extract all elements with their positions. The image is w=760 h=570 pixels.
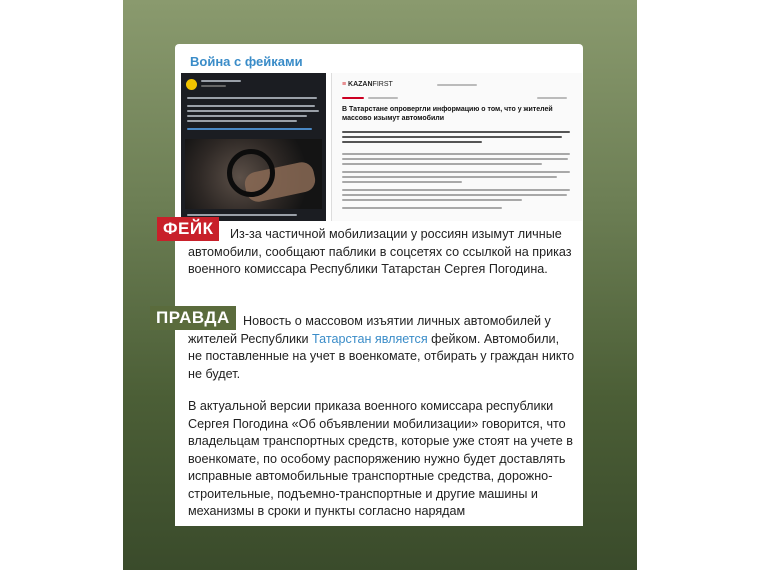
channel-title[interactable]: Война с фейками	[190, 54, 303, 69]
truth-paragraph: Новость о массовом изъятии личных автомобилей у жителей Республики Татарстан является фейком. Автомобили, не поставленные на учет в военкомате, отбирать у граждан никто не будет.	[188, 314, 575, 381]
kazanfirst-screenshot	[331, 73, 582, 221]
kazanfirst-headline[interactable]: В Татарстане опровергли информацию о том, что у жителей массово изымут автомобили	[342, 106, 553, 122]
driver-photo	[185, 139, 322, 209]
kazanfirst-logo: ≡ KAZANFIRST	[342, 81, 393, 88]
steering-wheel-icon	[227, 149, 275, 197]
fake-badge: ФЕЙК	[157, 217, 219, 241]
avatar	[186, 79, 197, 90]
fake-text: Из-за частичной мобилизации у россиян изымут личные автомобили, сообщают паблики в соцсетях со ссылкой на приказ военного комиссара Республики Татарстан Сергея Погодина.	[188, 227, 572, 276]
hashtag-link[interactable]: Татарстан является	[312, 331, 428, 346]
body-paragraph: В актуальной версии приказа военного комиссара республики Сергея Погодина «Об объявлении мобилизации» говорится, что владельцам транспортных средств, которые уже стоят на учете в военкомате, по особому распоряжению нужно будет доставлять исправные автомобильные транспортные средства, дорожно-строительные, подъемно-транспортные и другие машины и механизмы в сроки и пункты согласно нарядам	[188, 399, 573, 518]
telegram-screenshot	[181, 73, 326, 221]
truth-badge: ПРАВДА	[150, 306, 236, 330]
screenshots-image	[181, 73, 581, 221]
fake-paragraph	[188, 226, 576, 279]
